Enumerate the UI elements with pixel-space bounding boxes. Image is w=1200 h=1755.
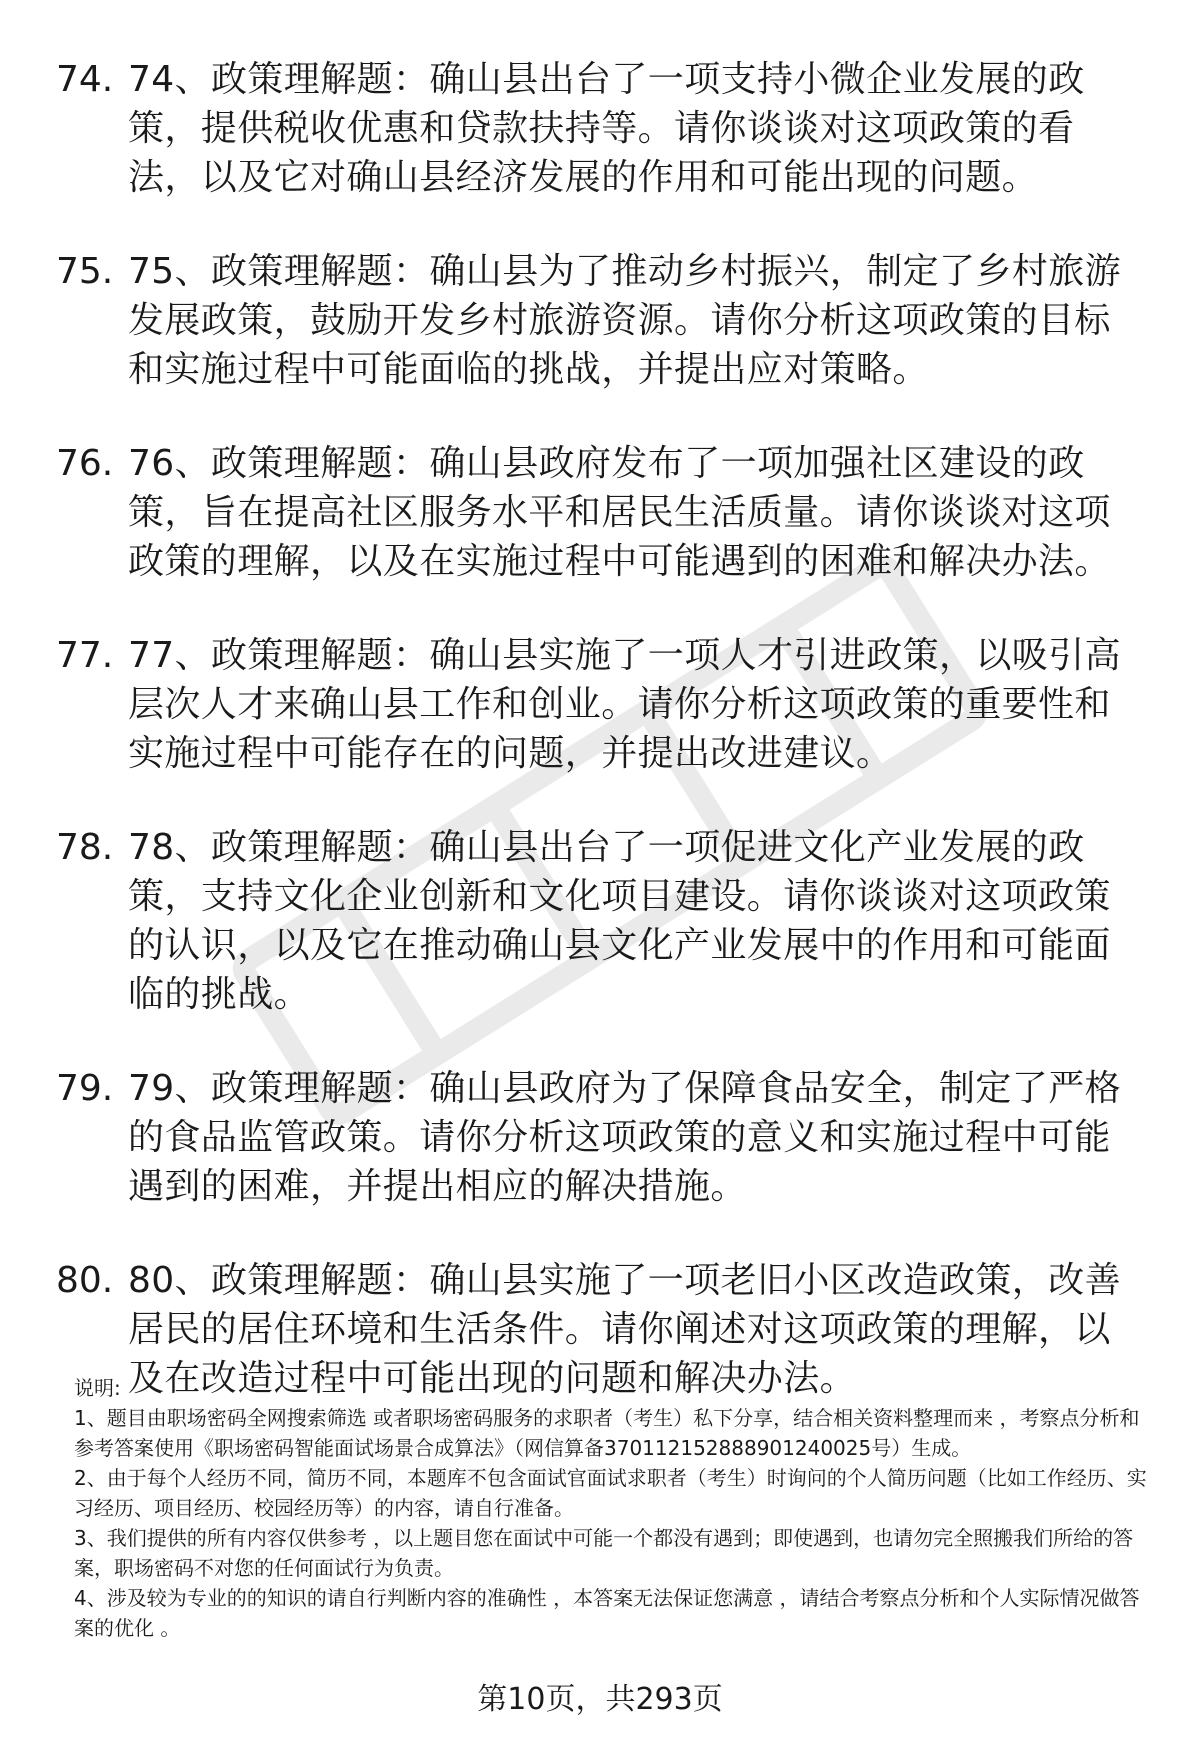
- notes-heading: 说明:: [74, 1376, 121, 1400]
- question-number: 75.: [56, 251, 114, 292]
- question-item: [56, 823, 1146, 1019]
- question-number: 74.: [56, 59, 114, 100]
- question-text: 80、政策理解题：确山县实施了一项老旧小区改造政策，改善居民的居住环境和生活条件。请你阐述对这项政策的理解，以及在改造过程中可能出现的问题和解决办法。: [128, 1260, 1122, 1399]
- note-item: 2、由于每个人经历不同，简历不同，本题库不包含面试官面试求职者（考生）时询问的个人简历问题（比如工作经历、实习经历、项目经历、校园经历等）的内容，请自行准备。: [74, 1466, 1147, 1520]
- question-text: 78、政策理解题：确山县出台了一项促进文化产业发展的政策，支持文化企业创新和文化项目建设。请你谈谈对这项政策的认识，以及它在推动确山县文化产业发展中的作用和可能面临的挑战。: [128, 827, 1111, 1015]
- question-number: 76.: [56, 443, 114, 484]
- question-text: 79、政策理解题：确山县政府为了保障食品安全，制定了严格的食品监管政策。请你分析这项政策的意义和实施过程中可能遇到的困难，并提出相应的解决措施。: [128, 1068, 1122, 1207]
- note-item: 1、题目由职场密码全网搜索筛选 或者职场密码服务的求职者（考生）私下分享，结合相关资料整理而来 ，考察点分析和参考答案使用《职场密码智能面试场景合成算法》（网信算备370112152888901240025号）生成。: [74, 1406, 1140, 1460]
- question-text: 77、政策理解题：确山县实施了一项人才引进政策，以吸引高层次人才来确山县工作和创业。请你分析这项政策的重要性和实施过程中可能存在的问题，并提出改进建议。: [128, 635, 1122, 774]
- question-item: [56, 439, 1146, 586]
- question-number: 80.: [56, 1260, 114, 1301]
- question-item: [56, 55, 1146, 202]
- page-number: 第10页，共293页: [477, 1682, 723, 1717]
- question-number: 78.: [56, 827, 114, 868]
- question-text: 75、政策理解题：确山县为了推动乡村振兴，制定了乡村旅游发展政策，鼓励开发乡村旅游资源。请你分析这项政策的目标和实施过程中可能面临的挑战，并提出应对策略。: [128, 251, 1122, 390]
- question-item: [56, 247, 1146, 394]
- question-item: [56, 1064, 1146, 1211]
- note-item: 4、涉及较为专业的的知识的请自行判断内容的准确性 ，本答案无法保证您满意 ，请结合考察点分析和个人实际情况做答案的优化 。: [74, 1586, 1140, 1640]
- note-item: 3、我们提供的所有内容仅供参考 ，以上题目您在面试中可能一个都没有遇到；即使遇到，也请勿完全照搬我们所给的答案，职场密码不对您的任何面试行为负责。: [74, 1526, 1134, 1580]
- question-list: [56, 55, 1146, 1448]
- question-text: 76、政策理解题：确山县政府发布了一项加强社区建设的政策，旨在提高社区服务水平和居民生活质量。请你谈谈对这项政策的理解，以及在实施过程中可能遇到的困难和解决办法。: [128, 443, 1111, 582]
- question-number: 79.: [56, 1068, 114, 1109]
- notes-section: [74, 1373, 1154, 1643]
- question-number: 77.: [56, 635, 114, 676]
- question-item: [56, 631, 1146, 778]
- question-text: 74、政策理解题：确山县出台了一项支持小微企业发展的政策，提供税收优惠和贷款扶持等。请你谈谈对这项政策的看法，以及它对确山县经济发展的作用和可能出现的问题。: [128, 59, 1085, 198]
